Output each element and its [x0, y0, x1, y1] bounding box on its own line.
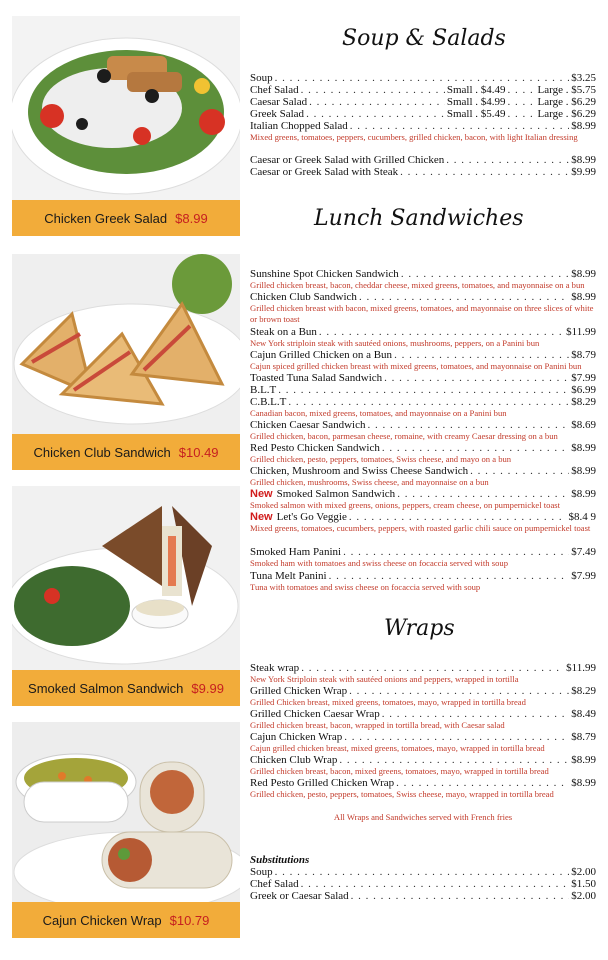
- item-price: $11.99: [566, 662, 596, 674]
- item-large-price: Large . $6.29: [537, 96, 596, 108]
- item-description: Mixed greens, tomatoes, cucumbers, peppers, with roasted garlic chili sauce on pumpernickel toast: [250, 523, 591, 533]
- item-price: $8.99: [571, 442, 596, 454]
- item-large-price: Large . $5.75: [537, 84, 596, 96]
- item-name: Caesar or Greek Salad with Grilled Chicken: [250, 154, 445, 166]
- item-price: $8.4 9: [568, 511, 596, 523]
- menu-item: [250, 662, 596, 674]
- item-name: Toasted Tuna Salad Sandwich: [250, 372, 383, 384]
- item-description: Grilled chicken breast with bacon, mixed greens, tomatoes, and mayonnaise on three slices of white or brown toast: [250, 303, 594, 324]
- caption-cajun-wrap: [12, 902, 240, 938]
- menu-item: [250, 291, 596, 303]
- menu-item: [250, 396, 596, 408]
- item-price: $8.99: [571, 488, 596, 500]
- menu-item: [250, 878, 596, 890]
- menu-item: [250, 890, 596, 902]
- photo-caption-name: Cajun Chicken Wrap: [42, 912, 162, 928]
- substitutions-title: Substitutions: [250, 854, 310, 866]
- new-badge: New: [250, 488, 273, 500]
- photo-caption-name: Smoked Salmon Sandwich: [28, 680, 184, 696]
- item-small-price: Small . $4.49: [446, 84, 506, 96]
- item-description: Cajun spiced grilled chicken breast with mixed greens, tomatoes, and mayonnaise on Panini bun: [250, 361, 582, 371]
- item-description: New York Striploin steak with sautéed onions and peppers, wrapped in tortilla: [250, 674, 519, 684]
- item-description: Grilled chicken, pesto, peppers, tomatoes, Swiss cheese, mayo, wrapped in tortilla bread: [250, 789, 554, 799]
- item-price: $1.50: [571, 878, 596, 890]
- photo-caption-name: Chicken Greek Salad: [44, 210, 168, 226]
- item-price: $8.99: [571, 268, 596, 280]
- menu-item: [250, 96, 596, 108]
- photo-caption-price: $10.49: [178, 444, 219, 460]
- caption-greek-salad: [12, 200, 240, 236]
- sandwich-photo: [12, 254, 240, 434]
- item-name: Tuna Melt Panini: [250, 570, 327, 582]
- caption-club-sandwich: [12, 434, 240, 470]
- item-description: Grilled chicken breast, bacon, mixed greens, tomatoes, mayo, wrapped in tortilla bread: [250, 766, 549, 776]
- item-name: Caesar or Greek Salad with Steak: [250, 166, 399, 178]
- section-title-wraps: Wraps: [384, 616, 455, 641]
- wrap-soup-photo: [12, 722, 240, 902]
- item-price: $9.99: [571, 166, 596, 178]
- item-name: Steak on a Bun: [250, 326, 317, 338]
- item-name: Chicken Club Wrap: [250, 754, 338, 766]
- menu-item: [250, 166, 596, 178]
- menu-item: [250, 268, 596, 280]
- item-price: $8.99: [571, 120, 596, 132]
- item-price: $8.99: [571, 465, 596, 477]
- menu-item: [250, 84, 596, 96]
- item-price: $7.49: [571, 546, 596, 558]
- item-description: Grilled Chicken breast, mixed greens, tomatoes, mayo, wrapped in tortilla bread: [250, 697, 526, 707]
- item-small-price: Small . $4.99: [446, 96, 506, 108]
- menu-item: [250, 570, 596, 582]
- item-name: B.L.T: [250, 384, 277, 396]
- item-price: $7.99: [571, 372, 596, 384]
- item-price: $8.79: [571, 731, 596, 743]
- menu-item: [250, 488, 596, 500]
- item-description: Canadian bacon, mixed greens, tomatoes, and mayonnaise on a Panini bun: [250, 408, 507, 418]
- item-price: $7.99: [571, 570, 596, 582]
- item-name: Greek Salad: [250, 108, 305, 120]
- item-name: Let's Go Veggie: [276, 511, 347, 523]
- menu-item: [250, 326, 596, 338]
- item-name: Sunshine Spot Chicken Sandwich: [250, 268, 399, 280]
- menu-item: [250, 465, 596, 477]
- item-description: Tuna with tomatoes and swiss cheese on focaccia served with soup: [250, 582, 481, 592]
- item-name: C.B.L.T: [250, 396, 287, 408]
- menu-item: [250, 685, 596, 697]
- menu-item: [250, 108, 596, 120]
- item-price: $8.99: [571, 777, 596, 789]
- menu-item: [250, 777, 596, 789]
- menu-item: [250, 419, 596, 431]
- menu-item: [250, 72, 596, 84]
- menu-item: [250, 372, 596, 384]
- item-name: Chicken Caesar Sandwich: [250, 419, 366, 431]
- item-name: Chef Salad: [250, 84, 299, 96]
- item-price: $8.99: [571, 754, 596, 766]
- item-name: Red Pesto Grilled Chicken Wrap: [250, 777, 395, 789]
- photo-caption-price: $8.99: [175, 210, 208, 226]
- item-name: Steak wrap: [250, 662, 300, 674]
- item-name: Soup: [250, 72, 273, 84]
- item-price: $8.79: [571, 349, 596, 361]
- menu-item: [250, 546, 596, 558]
- item-name: Cajun Chicken Wrap: [250, 731, 343, 743]
- fries-note: All Wraps and Sandwiches served with French fries: [333, 812, 513, 822]
- menu-item: [250, 120, 596, 132]
- item-price: $3.25: [571, 72, 596, 84]
- item-name: Italian Chopped Salad: [250, 120, 348, 132]
- item-name: Smoked Salmon Sandwich: [276, 488, 396, 500]
- item-name: Chef Salad: [250, 878, 299, 890]
- item-name: Chicken, Mushroom and Swiss Cheese Sandwich: [250, 465, 469, 477]
- item-name: Grilled Chicken Wrap: [250, 685, 348, 697]
- item-price: $2.00: [571, 866, 596, 878]
- photo-caption-price: $9.99: [191, 680, 224, 696]
- item-name: Red Pesto Chicken Sandwich: [250, 442, 380, 454]
- item-description: Grilled chicken, mushrooms, Swiss cheese, and mayonnaise on a bun: [250, 477, 489, 487]
- salad-photo: [12, 16, 240, 200]
- menu-item: [250, 511, 596, 523]
- item-description: Smoked salmon with mixed greens, onions, peppers, cream cheese, on pumpernickel toast: [250, 500, 561, 510]
- item-price: $6.99: [571, 384, 596, 396]
- new-badge: New: [250, 511, 273, 523]
- menu-item: [250, 866, 596, 878]
- menu-item: [250, 384, 596, 396]
- item-price: $8.49: [571, 708, 596, 720]
- menu-item: [250, 442, 596, 454]
- item-price: $2.00: [571, 890, 596, 902]
- item-description: Grilled chicken, bacon, parmesan cheese, romaine, with creamy Caesar dressing on a bun: [250, 431, 558, 441]
- item-price: $8.29: [571, 685, 596, 697]
- caption-smoked-salmon: [12, 670, 240, 706]
- item-price: $11.99: [566, 326, 596, 338]
- item-description: Grilled chicken breast, bacon, cheddar cheese, mixed greens, tomatoes, and mayonnaise on a bun: [250, 280, 585, 290]
- photo-caption-price: $10.79: [169, 912, 210, 928]
- item-name: Cajun Grilled Chicken on a Bun: [250, 349, 393, 361]
- item-description: Cajun grilled chicken breast, mixed greens, tomatoes, mayo, wrapped in tortilla bread: [250, 743, 545, 753]
- menu-item: [250, 708, 596, 720]
- item-price: $8.69: [571, 419, 596, 431]
- item-price: $8.29: [571, 396, 596, 408]
- menu-item: [250, 754, 596, 766]
- photo-caption-name: Chicken Club Sandwich: [33, 444, 171, 460]
- item-name: Chicken Club Sandwich: [250, 291, 357, 303]
- salmon-sandwich-photo: [12, 486, 240, 670]
- section-title-lunch-sandwiches: Lunch Sandwiches: [314, 206, 524, 231]
- item-large-price: Large . $6.29: [537, 108, 596, 120]
- menu-item: [250, 731, 596, 743]
- item-price: $8.99: [571, 291, 596, 303]
- menu-item: [250, 349, 596, 361]
- menu-item: [250, 154, 596, 166]
- item-name: Grilled Chicken Caesar Wrap: [250, 708, 380, 720]
- item-name: Smoked Ham Panini: [250, 546, 342, 558]
- item-name: Greek or Caesar Salad: [250, 890, 349, 902]
- section-title-soup-salads: Soup & Salads: [342, 26, 506, 51]
- item-description: Smoked ham with tomatoes and swiss cheese on focaccia served with soup: [250, 558, 508, 568]
- item-small-price: Small . $5.49: [446, 108, 506, 120]
- item-name: Caesar Salad: [250, 96, 308, 108]
- item-description: Grilled chicken, pesto, peppers, tomatoes, Swiss cheese, and mayo on a bun: [250, 454, 512, 464]
- item-description: New York striploin steak with sautéed onions, mushrooms, peppers, on a Panini bun: [250, 338, 540, 348]
- item-price: $8.99: [571, 154, 596, 166]
- item-description: Mixed greens, tomatoes, peppers, cucumbers, grilled chicken, bacon, with light Italian dressing: [250, 132, 578, 142]
- item-name: Soup: [250, 866, 273, 878]
- item-description: Grilled chicken breast, bacon, wrapped in tortilla bread, with Caesar salad: [250, 720, 505, 730]
